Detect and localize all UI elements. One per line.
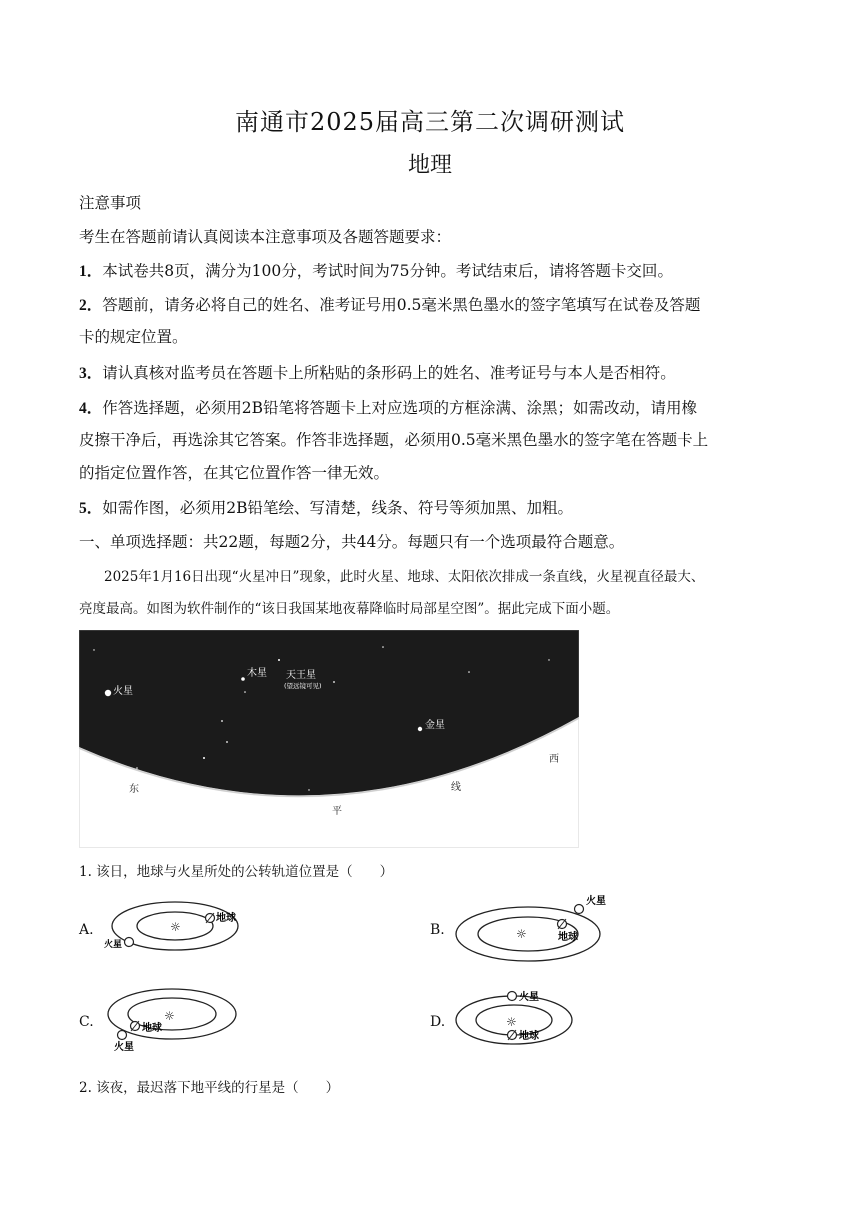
passage-line-2: 亮度最高。如图为软件制作的“该日我国某地夜幕降临时局部星空图”。据此完成下面小题。 (79, 601, 620, 617)
jupiter-label: 木星 (247, 668, 267, 679)
option-d-mars-label: 火星 (519, 992, 539, 1003)
notice-item-4 (79, 397, 789, 420)
item-number: 4． (79, 400, 103, 417)
notice-item-4-cont2: 的指定位置作答，在其它位置作答一律无效。 (79, 464, 390, 482)
horizon-label: 平 (332, 806, 342, 817)
option-a-label[interactable]: A. (79, 922, 94, 938)
mars-icon (575, 905, 584, 914)
option-a-mars-label: 火星 (104, 940, 123, 950)
question-2-stem: 2. 该夜，最迟落下地平线的行星是（ ） (79, 1080, 340, 1096)
sun-icon: ☼ (170, 920, 181, 934)
mars-icon (125, 938, 134, 947)
option-b-label[interactable]: B. (430, 922, 445, 938)
question-1-stem: 1. 该日，地球与火星所处的公转轨道位置是（ ） (79, 864, 394, 880)
option-c-diagram (102, 986, 242, 1056)
west-label: 西 (549, 754, 559, 765)
option-c-label[interactable]: C. (79, 1014, 94, 1030)
item-text: 答题前，请务必将自己的姓名、准考证号用0.5毫米黑色墨水的签字笔填写在试卷及答题 (102, 296, 701, 314)
east-label: 东 (129, 784, 139, 795)
notice-heading: 注意事项 (79, 194, 142, 212)
mars-label: 火星 (113, 686, 133, 697)
notice-intro: 考生在答题前请认真阅读本注意事项及各题答题要求： (79, 228, 452, 246)
option-d-label[interactable]: D. (430, 1014, 446, 1030)
section-heading: 一、单项选择题：共22题，每题2分，共44分。每题只有一个选项最符合题意。 (79, 533, 625, 551)
item-number: 5． (79, 500, 103, 517)
passage-line-1: 2025年1月16日出现“火星冲日”现象，此时火星、地球、太阳依次排成一条直线，火星视直径最大、 (104, 569, 705, 585)
mars-icon (508, 992, 517, 1001)
option-c-mars-label: 火星 (114, 1042, 134, 1053)
option-a-earth-label: 地球 (216, 913, 236, 924)
option-b-mars-label: 火星 (586, 896, 606, 907)
option-d-diagram (452, 986, 582, 1048)
uranus-note: (望远镜可见) (284, 682, 322, 690)
sun-icon: ☼ (506, 1015, 517, 1029)
item-number: 3． (79, 365, 103, 382)
star-map-figure (79, 630, 579, 848)
item-text: 请认真核对监考员在答题卡上所粘贴的条形码上的姓名、准考证号与本人是否相符。 (102, 364, 676, 382)
item-text: 作答选择题，必须用2B铅笔将答题卡上对应选项的方框涂满、涂黑；如需改动，请用橡 (102, 399, 698, 417)
option-b-earth-label: 地球 (558, 932, 578, 943)
venus-label: 金星 (425, 720, 445, 731)
mars-icon (118, 1031, 127, 1040)
line-label: 线 (451, 782, 461, 793)
sun-icon: ☼ (164, 1009, 175, 1023)
notice-item-4-cont1: 皮擦干净后，再选涂其它答案。作答非选择题，必须用0.5毫米黑色墨水的签字笔在答题卡上 (79, 431, 709, 449)
notice-item-2 (79, 294, 789, 317)
option-c-earth-label: 地球 (142, 1023, 162, 1034)
notice-item-5 (79, 497, 789, 520)
sun-icon: ☼ (516, 927, 527, 941)
item-number: 2． (79, 297, 103, 314)
uranus-label: 天王星 (286, 670, 316, 681)
notice-item-2-cont: 卡的规定位置。 (79, 328, 188, 346)
option-d-earth-label: 地球 (519, 1031, 539, 1042)
item-text: 如需作图，必须用2B铅笔绘、写清楚，线条、符号等须加黑、加粗。 (102, 499, 574, 517)
option-a-diagram (102, 900, 242, 958)
notice-item-1 (79, 260, 789, 283)
page-title: 南通市2025届高三第二次调研测试 (234, 108, 626, 136)
subject-title: 地理 (407, 153, 452, 178)
notice-item-3 (79, 362, 789, 385)
item-text: 本试卷共8页，满分为100分，考试时间为75分钟。考试结束后，请将答题卡交回。 (102, 262, 673, 280)
option-b-diagram (452, 892, 612, 964)
item-number: 1． (79, 263, 103, 280)
